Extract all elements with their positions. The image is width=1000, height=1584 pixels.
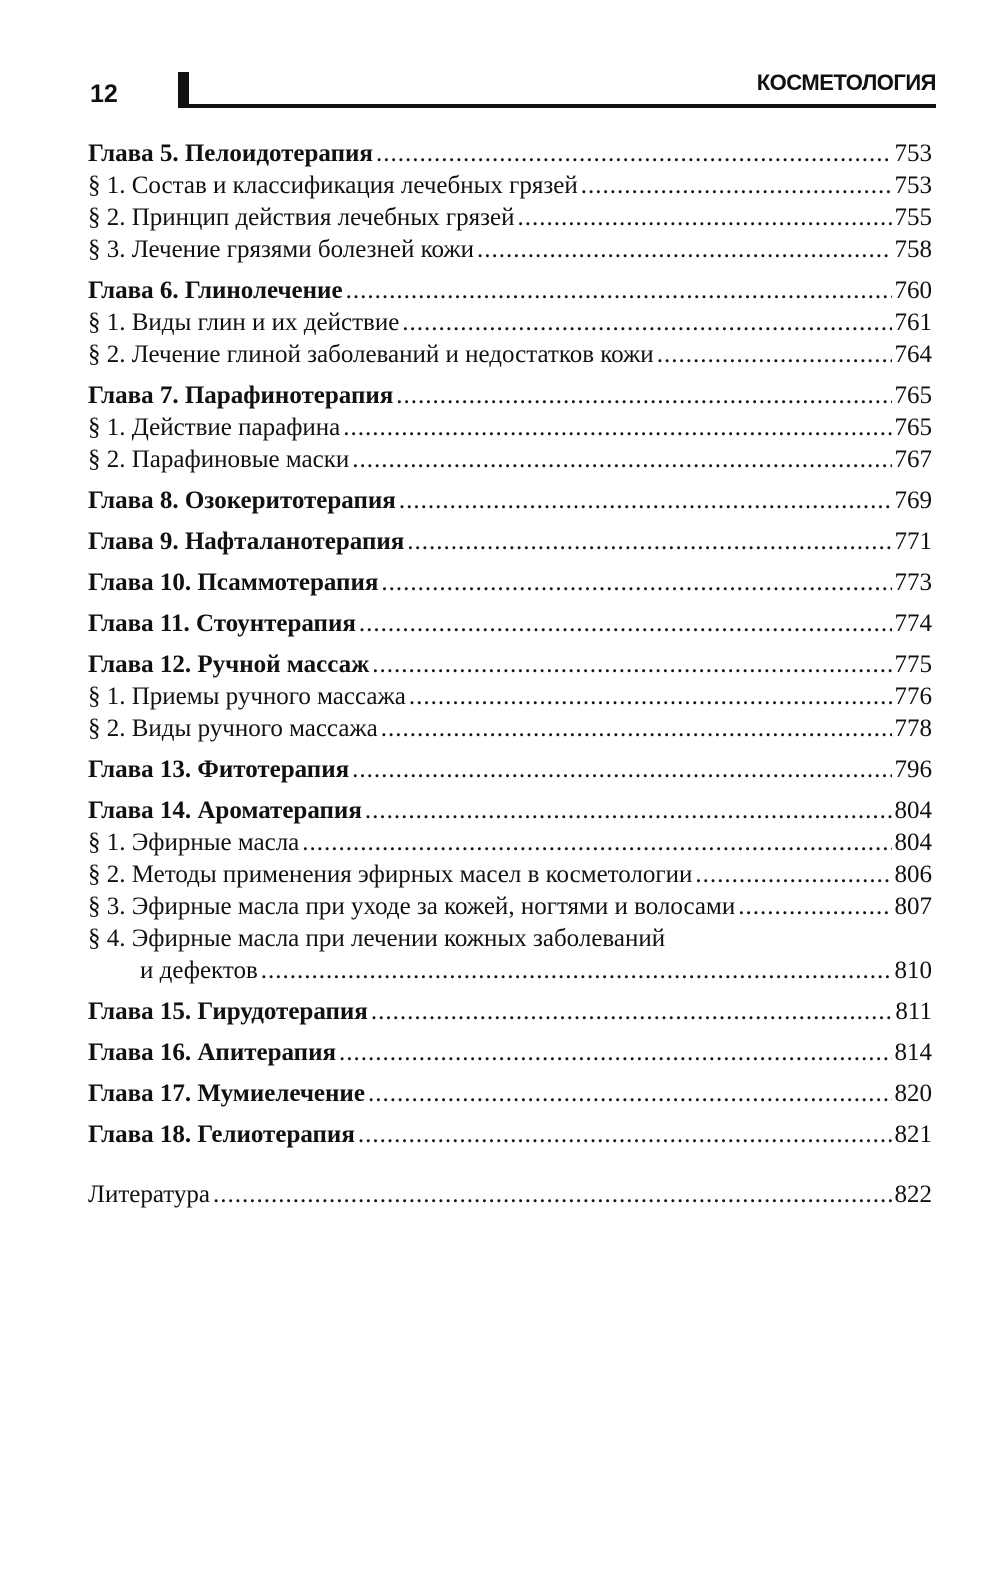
toc-page: 761: [894, 309, 932, 336]
leader-dots: [407, 526, 891, 558]
toc-page: 753: [894, 140, 932, 167]
toc-page: 774: [894, 610, 932, 637]
leader-dots: [738, 891, 891, 923]
toc-title: Глава 7. Парафинотерапия: [88, 382, 394, 409]
book-title: КОСМЕТОЛОГИЯ: [756, 70, 936, 95]
toc-chapter[interactable]: [88, 1119, 932, 1151]
toc-page: 769: [894, 487, 932, 514]
toc-page: 760: [894, 277, 932, 304]
toc-page: 775: [894, 651, 932, 678]
toc-page: 811: [895, 998, 932, 1025]
toc-title: Глава 17. Мумиелечение: [88, 1080, 365, 1107]
toc-page: 810: [894, 957, 932, 984]
toc-page: 771: [894, 528, 932, 555]
toc-title: § 2. Парафиновые маски: [88, 446, 350, 473]
toc-title: Глава 8. Озокеритотерапия: [88, 487, 396, 514]
toc-title: Глава 9. Нафталанотерапия: [88, 528, 405, 555]
toc-title: § 1. Действие парафина: [88, 414, 341, 441]
toc-page: 767: [894, 446, 932, 473]
toc-page: 755: [894, 204, 932, 231]
toc-title: Глава 10. Псаммотерапия: [88, 569, 379, 596]
toc-title: Глава 12. Ручной массаж: [88, 651, 370, 678]
leader-dots: [477, 234, 891, 266]
toc-page: 776: [894, 683, 932, 710]
leader-dots: [695, 859, 891, 891]
toc-chapter[interactable]: [88, 380, 932, 412]
toc-section[interactable]: [88, 339, 932, 371]
toc-title: Глава 15. Гирудотерапия: [88, 998, 368, 1025]
leader-dots: [368, 1078, 892, 1110]
toc-section[interactable]: [88, 234, 932, 266]
toc-section-first-line[interactable]: [88, 923, 932, 955]
toc-title: § 2. Принцип действия лечебных грязей: [88, 204, 515, 231]
leader-dots: [343, 412, 891, 444]
leader-dots: [396, 380, 891, 412]
toc-title: Глава 13. Фитотерапия: [88, 756, 350, 783]
toc-title: § 1. Эфирные масла: [88, 829, 300, 856]
toc-title: § 3. Лечение грязями болезней кожи: [88, 236, 475, 263]
toc-chapter[interactable]: [88, 996, 932, 1028]
toc-title: Глава 5. Пелоидотерапия: [88, 140, 373, 167]
toc-title: § 1. Приемы ручного массажа: [88, 683, 406, 710]
toc-chapter[interactable]: [88, 275, 932, 307]
toc-section[interactable]: [88, 891, 932, 923]
toc-title: Глава 18. Гелиотерапия: [88, 1121, 355, 1148]
toc-title: Глава 6. Глинолечение: [88, 277, 343, 304]
toc-page: 822: [894, 1181, 932, 1208]
toc-chapter[interactable]: [88, 138, 932, 170]
leader-dots: [402, 307, 891, 339]
toc-page: 804: [894, 797, 932, 824]
leader-dots: [581, 170, 892, 202]
leader-dots: [657, 339, 892, 371]
toc-chapter[interactable]: [88, 526, 932, 558]
toc-title: § 2. Методы применения эфирных масел в косметологии: [88, 861, 693, 888]
toc-page: 820: [894, 1080, 932, 1107]
table-of-contents: [88, 138, 932, 1211]
toc-chapter[interactable]: [88, 649, 932, 681]
toc-section[interactable]: [88, 827, 932, 859]
toc-page: 764: [894, 341, 932, 368]
toc-title: § 1. Состав и классификация лечебных грязей: [88, 172, 578, 199]
toc-section[interactable]: [88, 681, 932, 713]
leader-dots: [352, 444, 891, 476]
toc-chapter[interactable]: [88, 608, 932, 640]
header-rule: [178, 104, 936, 108]
toc-page: 821: [894, 1121, 932, 1148]
page-number: 12: [90, 80, 118, 108]
leader-dots: [302, 827, 891, 859]
leader-dots: [371, 996, 893, 1028]
toc-title: Глава 11. Стоунтерапия: [88, 610, 356, 637]
leader-dots: [261, 955, 892, 987]
toc-page: 765: [894, 382, 932, 409]
toc-chapter[interactable]: [88, 754, 932, 786]
toc-chapter[interactable]: [88, 1078, 932, 1110]
toc-page: 804: [894, 829, 932, 856]
header-marker: [178, 72, 189, 108]
toc-section[interactable]: [88, 713, 932, 745]
leader-dots: [409, 681, 892, 713]
toc-chapter[interactable]: [88, 567, 932, 599]
leader-dots: [346, 275, 892, 307]
toc-page: 807: [894, 893, 932, 920]
toc-chapter[interactable]: [88, 485, 932, 517]
leader-dots: [352, 754, 891, 786]
toc-section[interactable]: [88, 444, 932, 476]
toc-chapter[interactable]: [88, 795, 932, 827]
leader-dots: [372, 649, 891, 681]
leader-dots: [381, 713, 892, 745]
leader-dots: [399, 485, 892, 517]
toc-page: 806: [894, 861, 932, 888]
toc-section[interactable]: [88, 202, 932, 234]
toc-title: и дефектов: [140, 957, 258, 984]
toc-title: Литература: [88, 1181, 210, 1208]
toc-page: 814: [894, 1039, 932, 1066]
toc-page: 778: [894, 715, 932, 742]
leader-dots: [339, 1037, 891, 1069]
toc-page: 796: [894, 756, 932, 783]
toc-title: § 2. Виды ручного массажа: [88, 715, 378, 742]
page-header: [88, 66, 936, 110]
leader-dots: [359, 608, 892, 640]
toc-page: 773: [894, 569, 932, 596]
toc-section[interactable]: [88, 859, 932, 891]
leader-dots: [213, 1179, 892, 1211]
leader-dots: [381, 567, 891, 599]
toc-title: § 2. Лечение глиной заболеваний и недостатков кожи: [88, 341, 654, 368]
toc-section-continuation[interactable]: [88, 955, 932, 987]
toc-chapter[interactable]: [88, 1037, 932, 1069]
toc-title: § 1. Виды глин и их действие: [88, 309, 400, 336]
leader-dots: [517, 202, 891, 234]
toc-title: § 4. Эфирные масла при лечении кожных заболеваний: [88, 925, 666, 952]
toc-page: 765: [894, 414, 932, 441]
toc-page: 758: [894, 236, 932, 263]
toc-title: § 3. Эфирные масла при уходе за кожей, ногтями и волосами: [88, 893, 736, 920]
leader-dots: [358, 1119, 892, 1151]
toc-literature[interactable]: [88, 1179, 932, 1211]
toc-section[interactable]: [88, 307, 932, 339]
toc-title: Глава 14. Ароматерапия: [88, 797, 362, 824]
toc-title: Глава 16. Апитерапия: [88, 1039, 337, 1066]
leader-dots: [365, 795, 892, 827]
toc-section[interactable]: [88, 412, 932, 444]
toc-section[interactable]: [88, 170, 932, 202]
leader-dots: [376, 138, 892, 170]
toc-page: 753: [894, 172, 932, 199]
